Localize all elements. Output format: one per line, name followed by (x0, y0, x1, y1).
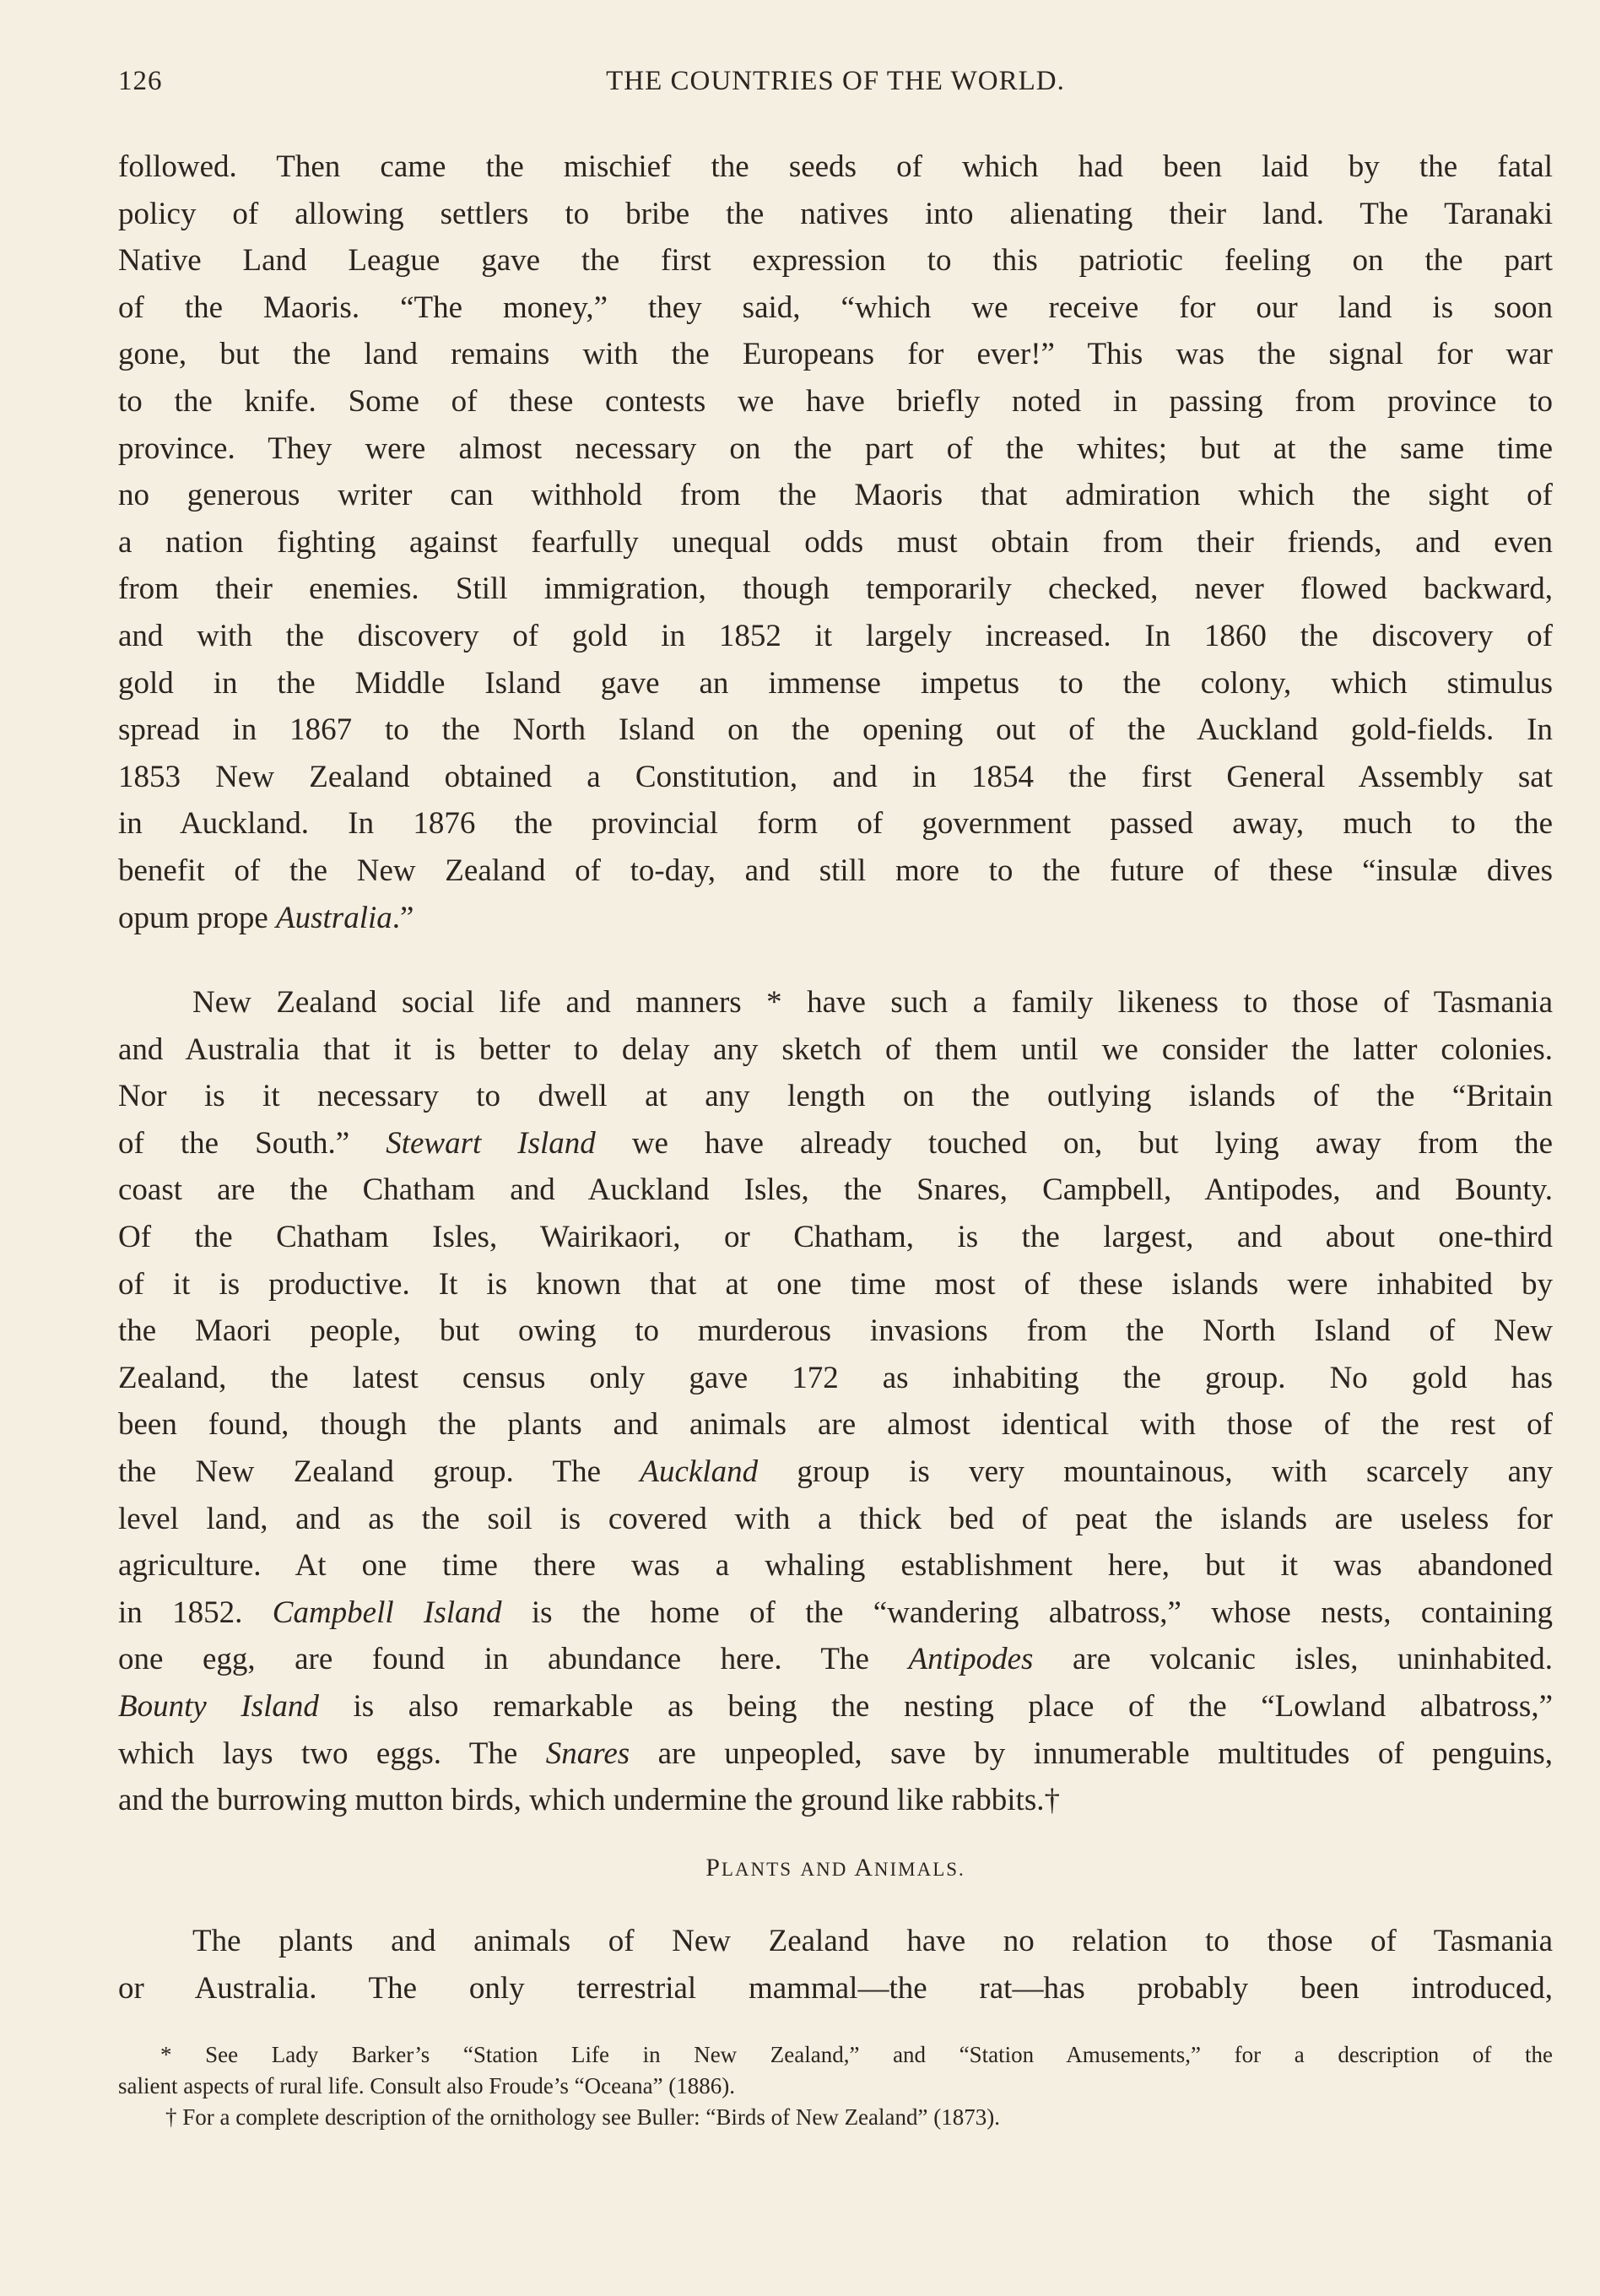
text-line: and the burrowing mutton birds, which undermine the ground like rabbits.† (118, 1783, 1060, 1818)
text-fragment: opum prope (118, 900, 277, 935)
italic-place-name: Auckland (640, 1454, 759, 1489)
text-line: benefit of the New Zealand of to-day, and still more to the future of these “insulæ dives (118, 853, 1553, 888)
text-line: spread in 1867 to the North Island on the opening out of the Auckland gold-fields. In (118, 712, 1553, 748)
page-number: 126 (118, 66, 163, 96)
text-fragment: the New Zealand group. The (118, 1454, 641, 1489)
text-fragment: group is very mountainous, with scarcely any (758, 1454, 1553, 1489)
text-line: to the knife. Some of these contests we have briefly noted in passing from province to (118, 383, 1553, 419)
text-line (118, 1449, 1553, 1496)
text-line (118, 1730, 1553, 1778)
text-fragment: we have already touched on, but lying away from the (595, 1125, 1553, 1161)
heading-small-caps: AND (800, 1859, 848, 1880)
heading-cap: P (705, 1854, 722, 1882)
text-fragment: of the South.” (118, 1125, 386, 1161)
paragraph-outlying-islands (118, 979, 1553, 1824)
italic-place-name: Australia (276, 900, 392, 935)
text-line: Native Land League gave the first expression to this patriotic feeling on the part (118, 243, 1553, 279)
text-line: in Auckland. In 1876 the provincial form of government passed away, much to the (118, 806, 1553, 842)
paragraph-plants-animals (118, 1918, 1553, 2012)
text-line: a nation fighting against fearfully unequal odds must obtain from their friends, and even (118, 524, 1553, 560)
text-line (118, 1589, 1553, 1637)
text-line: of it is productive. It is known that at one time most of these islands were inhabited by (118, 1266, 1553, 1302)
text-line: the Maori people, but owing to murderous invasions from the North Island of New (118, 1313, 1553, 1349)
text-line: from their enemies. Still immigration, though temporarily checked, never flowed backward, (118, 571, 1553, 607)
text-line: agriculture. At one time there was a whaling establishment here, but it was abandoned (118, 1548, 1553, 1584)
text-line: New Zealand social life and manners * have such a family likeness to those of Tasmania (192, 985, 1553, 1020)
text-fragment: are unpeopled, save by innumerable multitudes of penguins, (630, 1736, 1553, 1771)
text-line (118, 895, 1553, 942)
italic-place-name: Antipodes (908, 1642, 1034, 1677)
text-fragment: are volcanic isles, uninhabited. (1033, 1642, 1553, 1677)
text-line: Nor is it necessary to dwell at any length on the outlying islands of the “Britain (118, 1079, 1553, 1114)
text-line: gold in the Middle Island gave an immense impetus to the colony, which stimulus (118, 665, 1553, 701)
heading-small-caps: LANTS (721, 1859, 792, 1880)
text-line: and with the discovery of gold in 1852 it largely increased. In 1860 the discovery of (118, 618, 1553, 653)
footnote-1-continued: salient aspects of rural life. Consult also Froude’s “Oceana” (1886). (118, 2073, 736, 2098)
text-fragment: .” (392, 900, 414, 935)
text-fragment: is the home of the “wandering albatross,” whose nests, containing (501, 1595, 1553, 1630)
text-line: policy of allowing settlers to bribe the natives into alienating their land. The Taranaki (118, 196, 1553, 231)
text-line (118, 1636, 1553, 1683)
italic-place-name: Stewart Island (386, 1125, 596, 1161)
italic-place-name: Snares (545, 1736, 630, 1771)
paragraph-maori-wars (118, 144, 1553, 941)
heading-small-caps: NIMALS. (873, 1859, 965, 1880)
running-head (118, 66, 1553, 108)
text-line (118, 1120, 1553, 1167)
text-line: province. They were almost necessary on the part of the whites; but at the same time (118, 430, 1553, 466)
footnote-2: † For a complete description of the ornithology see Buller: “Birds of New Zealand” (1873). (165, 2104, 1000, 2130)
text-line: of the Maoris. “The money,” they said, “which we receive for our land is soon (118, 290, 1553, 325)
footnotes (118, 2039, 1553, 2133)
text-line: level land, and as the soil is covered with a thick bed of peat the islands are useless for (118, 1501, 1553, 1536)
text-line (118, 1683, 1553, 1730)
text-line: gone, but the land remains with the Europeans for ever!” This was the signal for war (118, 337, 1553, 372)
text-line: followed. Then came the mischief the seeds of which had been laid by the fatal (118, 149, 1553, 184)
text-line: Zealand, the latest census only gave 172 as inhabiting the group. No gold has (118, 1360, 1553, 1395)
text-fragment: which lays two eggs. The (118, 1736, 546, 1771)
italic-place-name: Bounty Island (118, 1688, 319, 1724)
section-heading (118, 1854, 1553, 1882)
text-line: and Australia that it is better to delay any sketch of them until we consider the latter colonies. (118, 1032, 1553, 1067)
text-line: The plants and animals of New Zealand have no relation to those of Tasmania (192, 1924, 1553, 1958)
text-line: 1853 New Zealand obtained a Constitution, and in 1854 the first General Assembly sat (118, 759, 1553, 794)
text-fragment: in 1852. (118, 1595, 273, 1630)
text-line: been found, though the plants and animals are almost identical with those of the rest of (118, 1407, 1553, 1443)
text-line: coast are the Chatham and Auckland Isles, the Snares, Campbell, Antipodes, and Bounty. (118, 1172, 1553, 1208)
text-line: Of the Chatham Isles, Wairikaori, or Chatham, is the largest, and about one-third (118, 1219, 1553, 1254)
running-title: THE COUNTRIES OF THE WORLD. (606, 66, 1065, 96)
text-line: or Australia. The only terrestrial mammal—the rat—has probably been introduced, (118, 1970, 1553, 2006)
text-fragment: one egg, are found in abundance here. The (118, 1642, 909, 1677)
text-fragment: is also remarkable as being the nesting place of the “Lowland albatross,” (318, 1688, 1553, 1724)
footnote-1: * See Lady Barker’s “Station Life in New Zealand,” and “Station Amusements,” for a description of the (160, 2042, 1553, 2067)
italic-place-name: Campbell Island (272, 1595, 502, 1630)
text-line: no generous writer can withhold from the Maoris that admiration which the sight of (118, 478, 1553, 513)
heading-cap: A (854, 1854, 874, 1882)
